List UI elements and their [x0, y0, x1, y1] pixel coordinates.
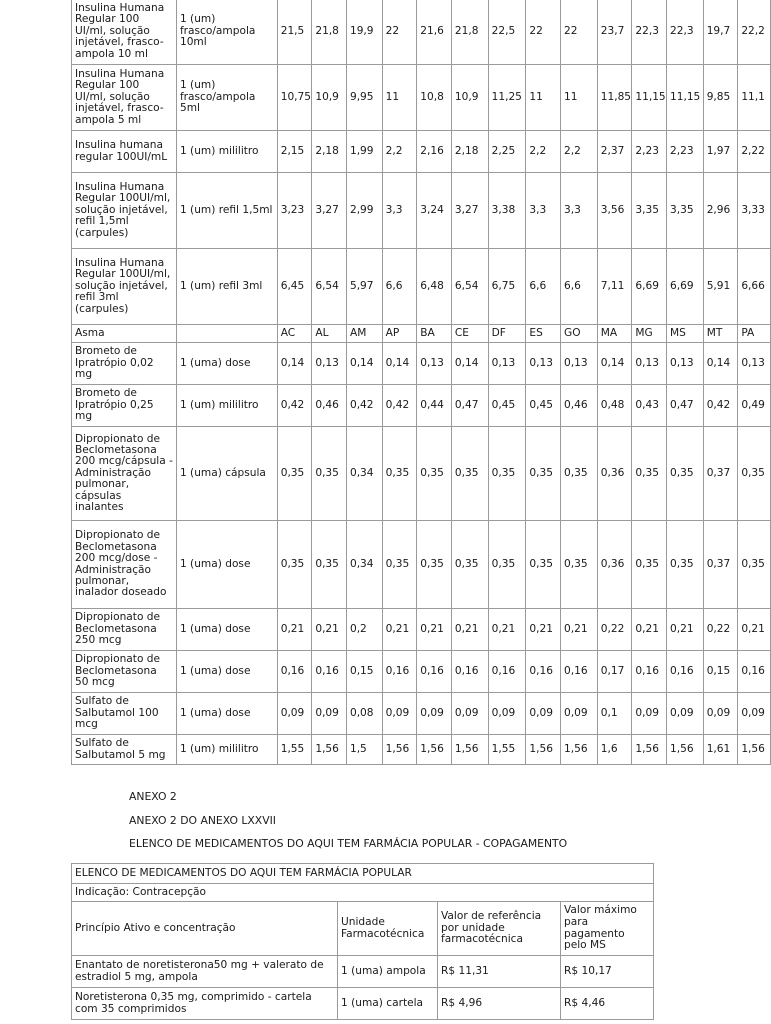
table-row: [72, 0, 771, 65]
table-title: ELENCO DE MEDICAMENTOS DO AQUI TEM FARMÁCIA POPULAR: [72, 864, 654, 884]
price-cell: 1,56: [451, 735, 488, 765]
price-cell: 0,17: [597, 651, 632, 693]
price-cell: 11,15: [632, 65, 667, 131]
price-cell: 10,9: [312, 65, 347, 131]
table-row: [72, 385, 771, 427]
price-cell: 0,13: [488, 343, 526, 385]
table-section-header: [72, 325, 771, 343]
price-cell: 0,16: [488, 651, 526, 693]
price-cell: 22: [561, 0, 598, 65]
price-cell: 0,09: [382, 693, 417, 735]
state-header: MG: [632, 325, 667, 343]
price-cell: 0,16: [417, 651, 452, 693]
unit-cell: [176, 325, 277, 343]
price-cell: 21,6: [417, 0, 452, 65]
price-cell: 6,6: [561, 249, 598, 325]
price-cell: 0,21: [526, 609, 561, 651]
medicine-name: Insulina Humana Regular 100UI/ml, solução injetável, refil 3ml (carpules): [72, 249, 177, 325]
price-cell: 2,22: [738, 131, 771, 173]
price-cell: 0,35: [632, 521, 667, 609]
state-header: MS: [666, 325, 703, 343]
price-cell: 21,8: [312, 0, 347, 65]
price-cell: 0,35: [382, 427, 417, 521]
price-cell: 2,2: [561, 131, 598, 173]
price-cell: 2,37: [597, 131, 632, 173]
price-cell: 0,35: [451, 521, 488, 609]
price-cell: 6,45: [277, 249, 312, 325]
price-cell: 0,36: [597, 427, 632, 521]
price-cell: 0,37: [703, 521, 738, 609]
price-cell: 6,69: [666, 249, 703, 325]
table-row: [72, 693, 771, 735]
column-header: Princípio Ativo e concentração: [72, 902, 338, 956]
table-row: [72, 651, 771, 693]
price-cell: 3,27: [451, 173, 488, 249]
price-cell: 0,21: [738, 609, 771, 651]
price-cell: 22,3: [666, 0, 703, 65]
price-cell: 0,35: [312, 521, 347, 609]
price-cell: 2,25: [488, 131, 526, 173]
price-cell: 0,42: [277, 385, 312, 427]
price-cell: 0,09: [451, 693, 488, 735]
price-cell: 0,08: [346, 693, 382, 735]
price-cell: 1,56: [666, 735, 703, 765]
price-cell: 3,3: [526, 173, 561, 249]
price-cell: 0,14: [597, 343, 632, 385]
price-cell: 0,14: [277, 343, 312, 385]
price-cell: 0,35: [417, 521, 452, 609]
price-cell: 2,96: [703, 173, 738, 249]
unit-cell: 1 (uma) dose: [176, 343, 277, 385]
price-cell: 0,14: [346, 343, 382, 385]
price-cell: 0,43: [632, 385, 667, 427]
medicine-name: Sulfato de Salbutamol 5 mg: [72, 735, 177, 765]
price-cell: 0,35: [488, 427, 526, 521]
price-cell: 0,16: [738, 651, 771, 693]
column-header-row: [72, 902, 654, 956]
price-cell: 2,16: [417, 131, 452, 173]
price-cell: 0,35: [526, 521, 561, 609]
price-cell: 0,2: [346, 609, 382, 651]
price-cell: 0,49: [738, 385, 771, 427]
price-cell: 10,9: [451, 65, 488, 131]
price-cell: 0,42: [703, 385, 738, 427]
price-cell: 6,66: [738, 249, 771, 325]
price-cell: 0,21: [632, 609, 667, 651]
indication-label-row: [72, 884, 654, 902]
price-cell: 0,15: [703, 651, 738, 693]
price-cell: 2,18: [312, 131, 347, 173]
price-cell: 1,55: [488, 735, 526, 765]
price-cell: 0,35: [312, 427, 347, 521]
price-cell: 1,99: [346, 131, 382, 173]
price-cell: 3,27: [312, 173, 347, 249]
price-cell: 0,35: [561, 427, 598, 521]
table-row: [72, 249, 771, 325]
price-cell: 0,14: [703, 343, 738, 385]
annex-subtitle: ANEXO 2 DO ANEXO LXXVII: [129, 814, 276, 827]
state-header: AM: [346, 325, 382, 343]
annex-title: ANEXO 2: [129, 790, 177, 803]
price-cell: 22,5: [488, 0, 526, 65]
section-label: Asma: [72, 325, 177, 343]
price-cell: 0,09: [666, 693, 703, 735]
price-cell: 0,21: [666, 609, 703, 651]
price-cell: 0,21: [277, 609, 312, 651]
reference-value: R$ 11,31: [438, 956, 561, 988]
unit-cell: 1 (um) mililitro: [176, 735, 277, 765]
price-cell: 0,13: [632, 343, 667, 385]
table-row: [72, 988, 654, 1020]
annex-heading: ELENCO DE MEDICAMENTOS DO AQUI TEM FARMÁCIA POPULAR - COPAGAMENTO: [129, 837, 568, 850]
max-payment-value: R$ 4,46: [561, 988, 654, 1020]
medicine-name: Insulina humana regular 100UI/mL: [72, 131, 177, 173]
price-cell: 1,56: [738, 735, 771, 765]
unit-cell: 1 (uma) dose: [176, 609, 277, 651]
price-cell: 11,15: [666, 65, 703, 131]
table-row: [72, 65, 771, 131]
state-header: CE: [451, 325, 488, 343]
table-row: [72, 173, 771, 249]
price-cell: 0,09: [561, 693, 598, 735]
price-cell: 0,35: [738, 521, 771, 609]
price-cell: 1,56: [417, 735, 452, 765]
active-ingredient: Enantato de noretisterona50 mg + valerato de estradiol 5 mg, ampola: [72, 956, 338, 988]
price-cell: 0,34: [346, 427, 382, 521]
price-cell: 0,45: [526, 385, 561, 427]
column-header: Valor de referência por unidade farmacotécnica: [438, 902, 561, 956]
state-header: DF: [488, 325, 526, 343]
state-header: ES: [526, 325, 561, 343]
medicine-name: Brometo de Ipratrópio 0,25 mg: [72, 385, 177, 427]
price-cell: 0,21: [561, 609, 598, 651]
medicine-name: Insulina Humana Regular 100 UI/ml, solução injetável, frasco-ampola 5 ml: [72, 65, 177, 131]
price-cell: 0,21: [488, 609, 526, 651]
price-cell: 2,23: [666, 131, 703, 173]
price-cell: 19,7: [703, 0, 738, 65]
price-cell: 11: [526, 65, 561, 131]
price-cell: 0,45: [488, 385, 526, 427]
price-cell: 6,54: [312, 249, 347, 325]
price-cell: 0,16: [277, 651, 312, 693]
price-cell: 0,16: [312, 651, 347, 693]
max-payment-value: R$ 10,17: [561, 956, 654, 988]
price-cell: 11,25: [488, 65, 526, 131]
medicine-name: Dipropionato de Beclometasona 200 mcg/cápsula - Administração pulmonar, cápsulas inalantes: [72, 427, 177, 521]
price-cell: 0,09: [703, 693, 738, 735]
medicine-name: Insulina Humana Regular 100 UI/ml, solução injetável, frasco-ampola 10 ml: [72, 0, 177, 65]
price-cell: 0,16: [382, 651, 417, 693]
state-header: AL: [312, 325, 347, 343]
price-cell: 0,47: [666, 385, 703, 427]
price-cell: 2,23: [632, 131, 667, 173]
unit-cell: 1 (um) mililitro: [176, 131, 277, 173]
price-cell: 5,97: [346, 249, 382, 325]
unit-cell: 1 (um) refil 1,5ml: [176, 173, 277, 249]
price-cell: 1,56: [382, 735, 417, 765]
price-cell: 3,35: [666, 173, 703, 249]
table-row: [72, 521, 771, 609]
price-cell: 22,2: [738, 0, 771, 65]
price-cell: 0,13: [666, 343, 703, 385]
price-cell: 0,09: [277, 693, 312, 735]
price-cell: 0,44: [417, 385, 452, 427]
price-cell: 0,46: [312, 385, 347, 427]
price-cell: 0,13: [526, 343, 561, 385]
price-cell: 0,35: [738, 427, 771, 521]
unit-cell: 1 (um) mililitro: [176, 385, 277, 427]
medicine-name: Dipropionato de Beclometasona 250 mcg: [72, 609, 177, 651]
price-cell: 0,16: [451, 651, 488, 693]
price-cell: 22,3: [632, 0, 667, 65]
unit-cell: 1 (um) refil 3ml: [176, 249, 277, 325]
price-cell: 0,34: [346, 521, 382, 609]
price-cell: 3,23: [277, 173, 312, 249]
price-cell: 0,16: [666, 651, 703, 693]
price-cell: 0,22: [597, 609, 632, 651]
table-row: [72, 343, 771, 385]
price-cell: 2,2: [382, 131, 417, 173]
price-cell: 3,56: [597, 173, 632, 249]
price-cell: 6,75: [488, 249, 526, 325]
state-header: GO: [561, 325, 598, 343]
price-cell: 0,16: [561, 651, 598, 693]
price-cell: 1,56: [561, 735, 598, 765]
price-cell: 0,36: [597, 521, 632, 609]
price-cell: 0,22: [703, 609, 738, 651]
price-cell: 0,09: [417, 693, 452, 735]
state-header: PA: [738, 325, 771, 343]
price-cell: 0,09: [632, 693, 667, 735]
price-cell: 0,47: [451, 385, 488, 427]
price-cell: 0,35: [666, 521, 703, 609]
price-cell: 0,21: [451, 609, 488, 651]
price-cell: 1,61: [703, 735, 738, 765]
price-cell: 6,48: [417, 249, 452, 325]
price-cell: 0,13: [312, 343, 347, 385]
price-cell: 19,9: [346, 0, 382, 65]
price-cell: 1,97: [703, 131, 738, 173]
table-title-row: [72, 864, 654, 884]
price-cell: 0,35: [526, 427, 561, 521]
price-cell: 0,09: [488, 693, 526, 735]
price-cell: 23,7: [597, 0, 632, 65]
medicine-name: Sulfato de Salbutamol 100 mcg: [72, 693, 177, 735]
table-row: [72, 427, 771, 521]
unit-cell: 1 (uma) ampola: [338, 956, 438, 988]
price-cell: 1,56: [632, 735, 667, 765]
table-row: [72, 735, 771, 765]
state-header: AP: [382, 325, 417, 343]
price-cell: 3,3: [382, 173, 417, 249]
price-cell: 3,24: [417, 173, 452, 249]
table-row: [72, 131, 771, 173]
price-cell: 0,13: [738, 343, 771, 385]
medicine-name: Dipropionato de Beclometasona 200 mcg/dose - Administração pulmonar, inalador doseado: [72, 521, 177, 609]
state-header: AC: [277, 325, 312, 343]
price-cell: 10,8: [417, 65, 452, 131]
price-cell: 0,09: [312, 693, 347, 735]
medicine-name: Insulina Humana Regular 100UI/ml, solução injetável, refil 1,5ml (carpules): [72, 173, 177, 249]
price-cell: 11: [382, 65, 417, 131]
price-cell: 11: [561, 65, 598, 131]
price-cell: 11,1: [738, 65, 771, 131]
price-cell: 0,37: [703, 427, 738, 521]
medicine-name: Brometo de Ipratrópio 0,02 mg: [72, 343, 177, 385]
state-header: MA: [597, 325, 632, 343]
price-cell: 2,15: [277, 131, 312, 173]
price-cell: 0,35: [666, 427, 703, 521]
unit-cell: 1 (um) frasco/ampola 10ml: [176, 0, 277, 65]
price-cell: 0,35: [632, 427, 667, 521]
copayment-table: [71, 863, 654, 1020]
price-cell: 3,38: [488, 173, 526, 249]
price-table-by-state: [71, 0, 771, 765]
price-cell: 0,35: [277, 427, 312, 521]
medicine-name: Dipropionato de Beclometasona 50 mcg: [72, 651, 177, 693]
price-cell: 0,09: [526, 693, 561, 735]
column-header: Valor máximo para pagamento pelo MS: [561, 902, 654, 956]
price-cell: 0,48: [597, 385, 632, 427]
price-cell: 11,85: [597, 65, 632, 131]
active-ingredient: Noretisterona 0,35 mg, comprimido - cartela com 35 comprimidos: [72, 988, 338, 1020]
state-header: MT: [703, 325, 738, 343]
price-cell: 1,56: [526, 735, 561, 765]
price-cell: 0,09: [738, 693, 771, 735]
price-cell: 0,35: [417, 427, 452, 521]
price-cell: 3,35: [632, 173, 667, 249]
price-cell: 21,5: [277, 0, 312, 65]
table-row: [72, 956, 654, 988]
price-cell: 6,54: [451, 249, 488, 325]
price-cell: 1,5: [346, 735, 382, 765]
price-cell: 0,13: [561, 343, 598, 385]
indication-label: Indicação: Contracepção: [72, 884, 654, 902]
unit-cell: 1 (uma) cartela: [338, 988, 438, 1020]
price-cell: 2,18: [451, 131, 488, 173]
price-cell: 7,11: [597, 249, 632, 325]
price-cell: 0,35: [488, 521, 526, 609]
price-cell: 0,1: [597, 693, 632, 735]
column-header: Unidade Farmacotécnica: [338, 902, 438, 956]
reference-value: R$ 4,96: [438, 988, 561, 1020]
price-cell: 0,16: [632, 651, 667, 693]
price-cell: 0,14: [382, 343, 417, 385]
price-cell: 6,69: [632, 249, 667, 325]
price-cell: 6,6: [526, 249, 561, 325]
price-cell: 0,21: [312, 609, 347, 651]
unit-cell: 1 (uma) dose: [176, 651, 277, 693]
price-cell: 22: [382, 0, 417, 65]
table-row: [72, 609, 771, 651]
price-cell: 3,33: [738, 173, 771, 249]
price-cell: 22: [526, 0, 561, 65]
price-cell: 0,35: [451, 427, 488, 521]
price-cell: 21,8: [451, 0, 488, 65]
price-cell: 0,16: [526, 651, 561, 693]
price-cell: 5,91: [703, 249, 738, 325]
price-cell: 0,42: [346, 385, 382, 427]
price-cell: 0,35: [277, 521, 312, 609]
price-cell: 1,56: [312, 735, 347, 765]
price-cell: 0,35: [561, 521, 598, 609]
unit-cell: 1 (uma) dose: [176, 521, 277, 609]
price-cell: 10,75: [277, 65, 312, 131]
price-cell: 1,55: [277, 735, 312, 765]
price-cell: 9,85: [703, 65, 738, 131]
price-cell: 0,21: [382, 609, 417, 651]
price-cell: 0,14: [451, 343, 488, 385]
price-cell: 0,46: [561, 385, 598, 427]
price-cell: 0,21: [417, 609, 452, 651]
price-cell: 2,2: [526, 131, 561, 173]
price-cell: 6,6: [382, 249, 417, 325]
price-cell: 0,15: [346, 651, 382, 693]
price-cell: 9,95: [346, 65, 382, 131]
price-cell: 0,35: [382, 521, 417, 609]
state-header: BA: [417, 325, 452, 343]
price-cell: 0,42: [382, 385, 417, 427]
price-cell: 3,3: [561, 173, 598, 249]
unit-cell: 1 (um) frasco/ampola 5ml: [176, 65, 277, 131]
price-cell: 1,6: [597, 735, 632, 765]
unit-cell: 1 (uma) cápsula: [176, 427, 277, 521]
unit-cell: 1 (uma) dose: [176, 693, 277, 735]
price-cell: 2,99: [346, 173, 382, 249]
price-cell: 0,13: [417, 343, 452, 385]
